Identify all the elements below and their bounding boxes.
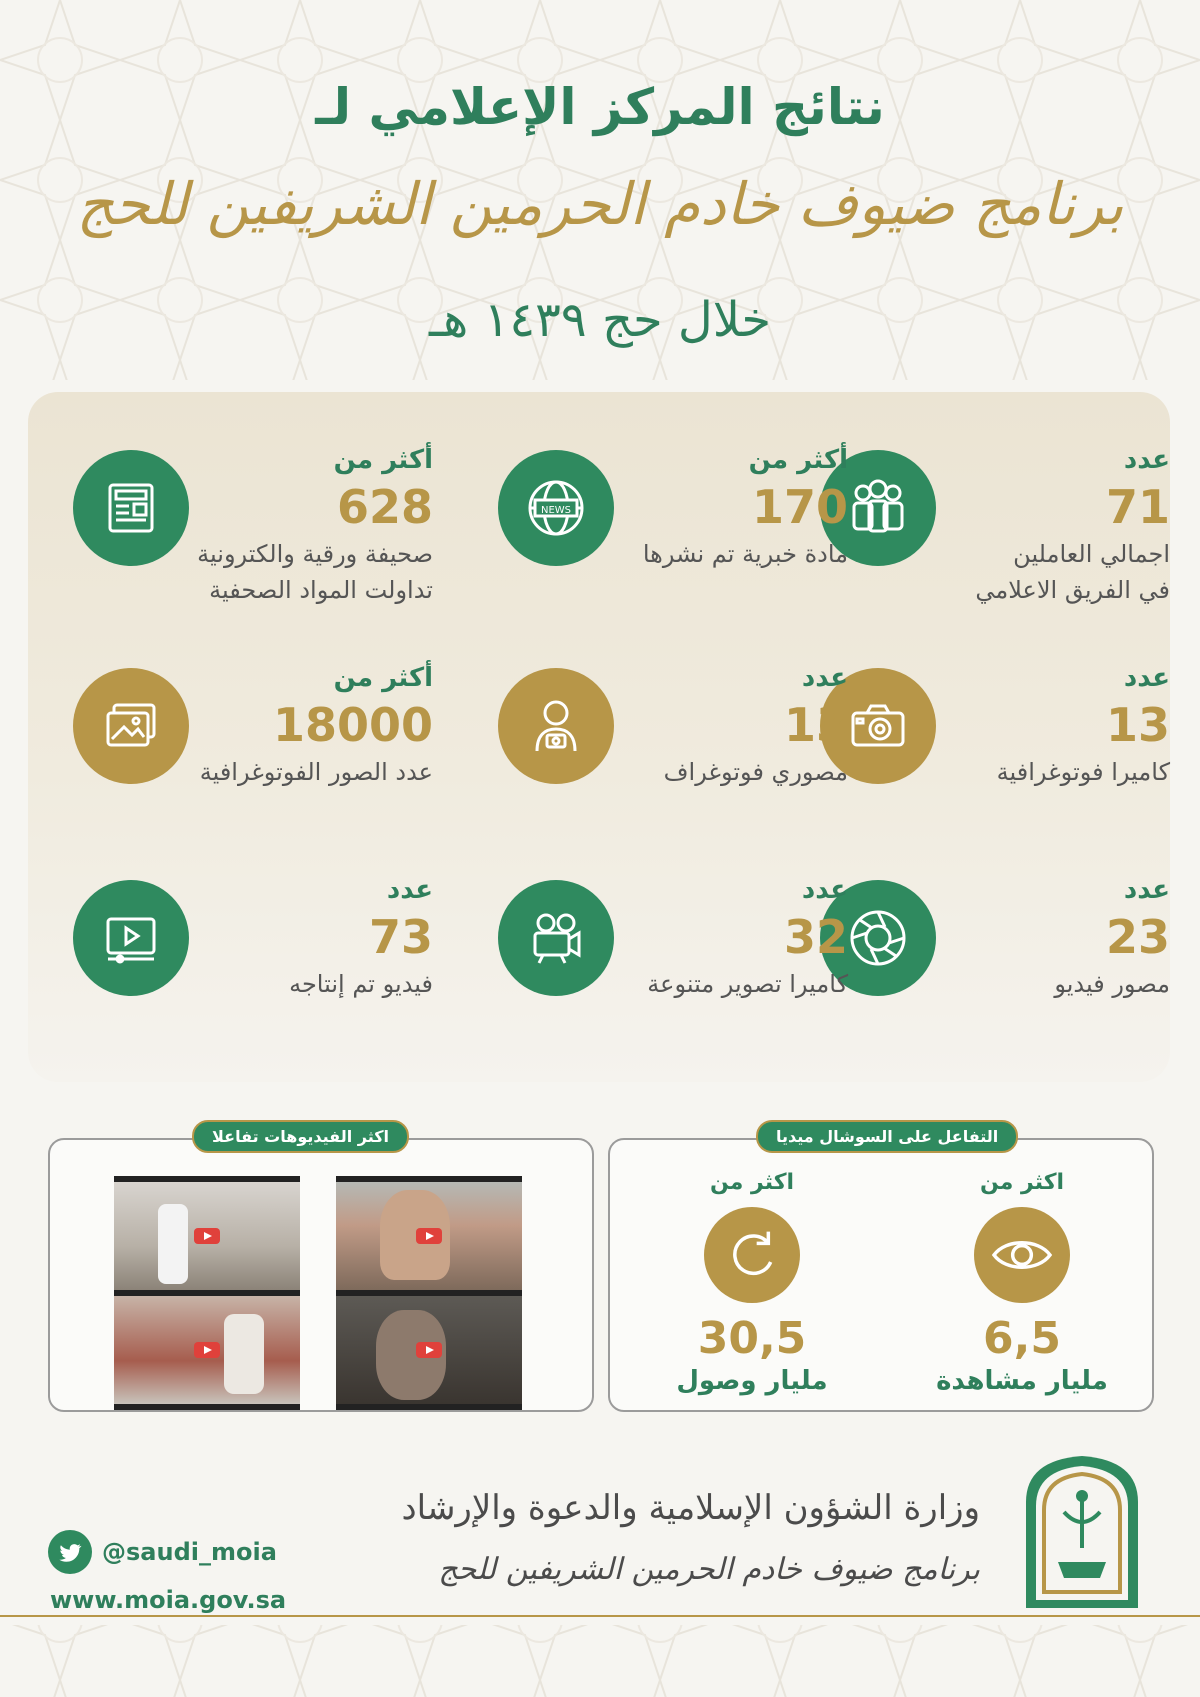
stat-desc: اجمالي العاملين [1013,540,1170,568]
stats-panel [28,392,1170,1082]
social-stat-value: 30,5 [697,1313,807,1364]
newspaper-icon [73,450,189,566]
stat-value: 13 [1105,698,1170,752]
stat-value: 170 [751,480,848,534]
top-videos-title: اكثر الفيديوهات تفاعلا [192,1120,409,1153]
stat-prefix: عدد [1123,875,1170,905]
stat-videos-produced [73,872,433,1072]
photos-icon [73,668,189,784]
video-thumbnail[interactable] [336,1290,522,1410]
stat-desc: مادة خبرية تم نشرها [642,540,848,568]
stat-prefix: أكثر من [333,663,433,693]
video-thumbnail[interactable] [114,1290,300,1410]
footer-divider [0,1615,1200,1617]
program-name: برنامج ضيوف خادم الحرمين الشريفين للحج [438,1552,980,1587]
video-thumbnail-pilgrim-mountain [158,1204,188,1284]
stat-photographers [498,660,848,860]
stat-desc-line2: في الفريق الاعلامي [975,576,1170,604]
stat-value: 628 [336,480,433,534]
stat-desc-line2: تداولت المواد الصحفية [209,576,433,604]
stat-desc: صحيفة ورقية والكترونية [197,540,433,568]
play-icon [194,1342,220,1358]
stat-prefix: عدد [801,663,848,693]
social-stat-value: 6,5 [983,1313,1061,1364]
social-stat-views [922,1170,1122,1396]
program-title: برنامج ضيوف خادم الحرمين الشريفين للحج [76,170,1124,238]
video-thumbnail[interactable] [114,1176,300,1296]
play-icon [416,1342,442,1358]
stat-value: 23 [1105,910,1170,964]
stat-desc: كاميرا تصوير متنوعة [647,970,848,998]
stat-value: 18000 [272,698,433,752]
stat-desc: كاميرا فوتوغرافية [996,758,1170,786]
stat-prefix: عدد [386,875,433,905]
social-media-title: التفاعل على السوشال ميديا [756,1120,1018,1153]
video-thumbnail-crowd [224,1314,264,1394]
hajj-year-subtitle: خلال حج ١٤٣٩ هـ [428,292,772,348]
stat-value: 32 [783,910,848,964]
social-stat-prefix: اكثر من [979,1170,1065,1195]
eye-icon [974,1207,1070,1303]
news-globe-icon [498,450,614,566]
stat-video-cameras [498,872,848,1072]
stat-news-items [498,442,848,642]
stat-prefix: عدد [801,875,848,905]
top-videos-box [48,1127,594,1412]
social-stat-desc: مليار وصول [676,1366,828,1396]
stat-photos [73,660,433,860]
stat-desc: مصور فيديو [1054,970,1170,998]
twitter-handle: @saudi_moia [102,1538,277,1566]
stat-photo-cameras [820,660,1170,860]
stat-value: 13 [783,698,848,752]
social-stat-desc: مليار مشاهدة [936,1366,1108,1396]
stat-value: 73 [368,910,433,964]
ministry-name: وزارة الشؤون الإسلامية والدعوة والإرشاد [401,1488,980,1528]
play-icon [416,1228,442,1244]
stat-desc: عدد الصور الفوتوغرافية [199,758,433,786]
video-thumbnail[interactable] [336,1176,522,1296]
website-link[interactable]: www.moia.gov.sa [50,1586,287,1614]
stat-desc: مصوري فوتوغراف [663,758,848,786]
stat-media-team [820,442,1170,642]
play-icon [194,1228,220,1244]
ministry-logo [1018,1452,1146,1612]
video-camera-icon [498,880,614,996]
stat-newspapers [73,442,433,642]
stat-prefix: عدد [1123,445,1170,475]
stat-videographers [820,872,1170,1072]
social-stat-prefix: اكثر من [709,1170,795,1195]
video-play-icon [73,880,189,996]
photographer-icon [498,668,614,784]
stat-value: 71 [1105,480,1170,534]
twitter-link[interactable] [48,1530,277,1574]
stat-desc: فيديو تم إنتاجه [289,970,433,998]
stat-prefix: أكثر من [333,445,433,475]
social-stat-reach [652,1170,852,1396]
svg-text:NEWS: NEWS [540,505,572,516]
page-title: نتائج المركز الإعلامي لـ [315,78,885,136]
social-media-box [608,1127,1154,1412]
stat-prefix: أكثر من [748,445,848,475]
stat-prefix: عدد [1123,663,1170,693]
twitter-icon [48,1530,92,1574]
refresh-icon [704,1207,800,1303]
